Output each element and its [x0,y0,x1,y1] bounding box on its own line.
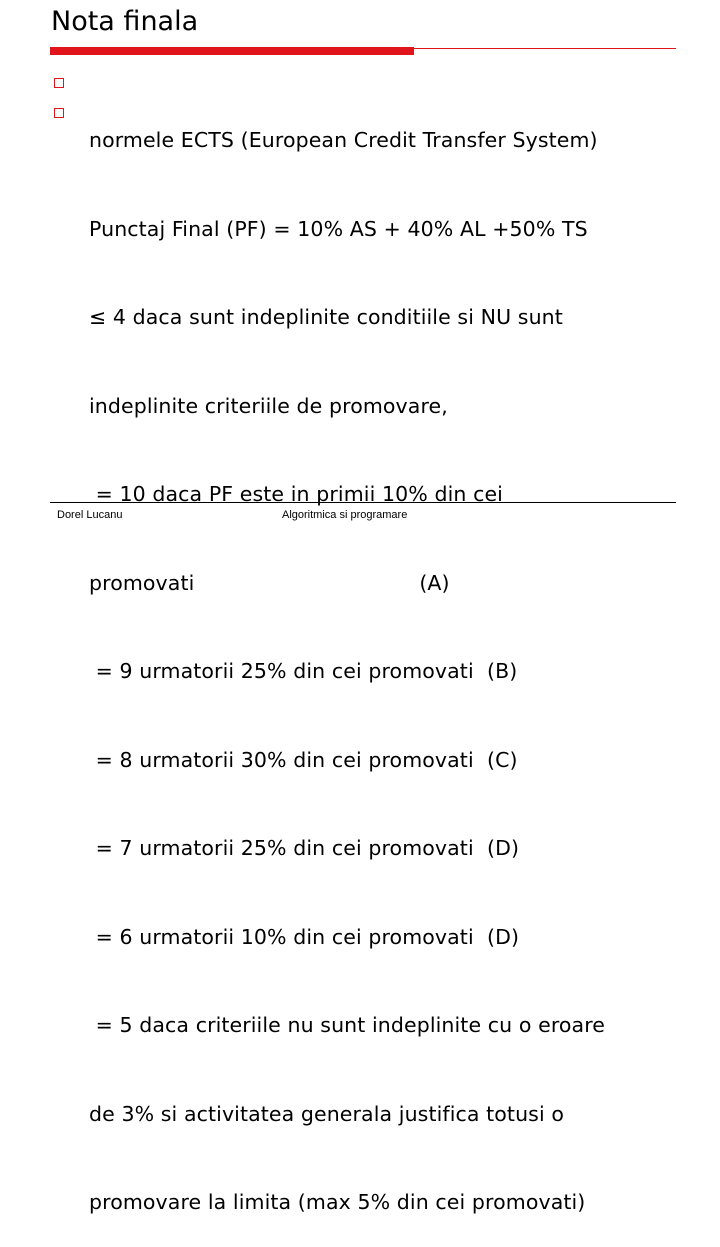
bullet-text-ects: normele ECTS (European Credit Transfer System) [89,128,598,152]
grade-line: ≤ 4 daca sunt indeplinite conditiile si NU sunt [89,305,563,329]
grade-line: = 9 urmatorii 25% din cei promovati (B) [89,659,518,683]
footer-course: Algoritmica si programare [282,509,408,521]
grade-line: = 6 urmatorii 10% din cei promovati (D) [89,924,520,949]
footer-divider [50,502,676,503]
grade-line: = 5 daca criteriile nu sunt indeplinite cu o eroare [89,1013,605,1037]
grade-line: promovare la limita (max 5% din cei promovati) [89,1190,586,1214]
grade-line: = 8 urmatorii 30% din cei promovati (C) [89,747,518,772]
title-underline-thick [50,47,414,55]
page-title: Nota finala [51,6,199,37]
bullet-text-final-score: Punctaj Final (PF) = 10% AS + 40% AL +50% TS [89,216,588,241]
grade-line: indeplinite criteriile de promovare, [89,393,448,418]
slide-body [89,67,699,1247]
grade-line: = 7 urmatorii 25% din cei promovati (D) [89,836,520,860]
title-underline-thin [414,48,676,49]
footer-author: Dorel Lucanu [57,509,123,521]
grade-line: promovati (A) [89,570,450,595]
grade-line: de 3% si activitatea generala justifica totusi o [89,1101,564,1126]
hollow-square-bullet-icon [54,78,64,88]
hollow-square-bullet-icon [54,108,64,118]
grade-line: = 10 daca PF este in primii 10% din cei [89,482,503,506]
